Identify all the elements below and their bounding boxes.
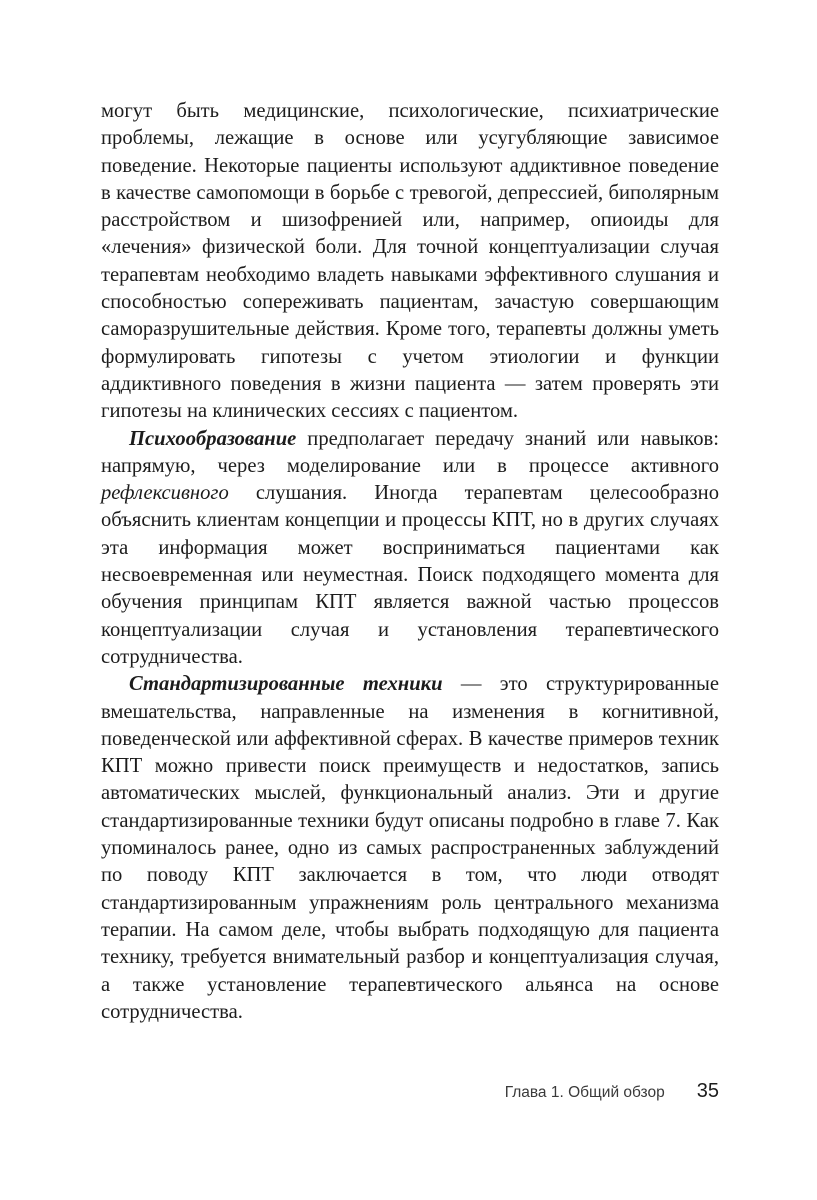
body-text (101, 98, 719, 1026)
page-number: 35 (696, 1080, 719, 1102)
emphasis-reflexive: рефлексивного (101, 482, 229, 505)
running-footer-chapter: Глава 1. Общий обзор (504, 1084, 665, 1101)
paragraph-3-text: — это структурированные вмешательства, направленные на изменения в когнитивной, поведенческой или аффективной сферах. В качестве примеров техник КПТ можно привести поиск преимуществ и недостатков, запись автоматических мыслей, функциональный анализ. Эти и другие стандартизированные техники будут описаны подробно в главе 7. Как упоминалось ранее, одно из самых распространенных заблуждений по поводу КПТ заключается в том, что люди отводят стандартизированным упражнениям роль центрального механизма терапии. На самом деле, чтобы выбрать подходящую для пациента технику, требуется внимательный разбор и концептуализация случая, а также установление терапевтического альянса на основе сотрудничества. (101, 673, 719, 1023)
paragraph-2-text-b: слушания. Иногда терапевтам целесообразно объяснить клиентам концепции и процессы КПТ, но в других случаях эта информация может восприниматься пациентами как несвоевременная или неуместная. Поиск подходящего момента для обучения принципам КПТ является важной частью процессов концептуализации случая и установления терапевтического сотрудничества. (101, 482, 719, 668)
page-footer (505, 1080, 719, 1103)
term-psychoeducation: Психообразование (129, 427, 297, 450)
paragraph-2 (101, 426, 719, 672)
term-standardized-techniques: Стандартизированные техники (129, 673, 443, 696)
paragraph-2-text-a: предполагает передачу знаний или навыков: напрямую, через моделирование или в процессе активного (101, 427, 719, 477)
paragraph-3 (101, 671, 719, 1026)
paragraph-1-text: могут быть медицинские, психологические, психиатрические проблемы, лежащие в основе или усугубляющие зависимое поведение. Некоторые пациенты используют аддиктивное поведение в качестве самопомощи в борьбе с тревогой, депрессией, биполярным расстройством и шизофренией или, например, опиоиды для «лечения» физической боли. Для точной концептуализации случая терапевтам необходимо владеть навыками эффективного слушания и способностью сопереживать пациентам, зачастую совершающим саморазрушительные действия. Кроме того, терапевты должны уметь формулировать гипотезы с учетом этиологии и функции аддиктивного поведения в жизни пациента — затем проверять эти гипотезы на клинических сессиях с пациентом. (101, 100, 719, 423)
paragraph-1 (101, 98, 719, 426)
